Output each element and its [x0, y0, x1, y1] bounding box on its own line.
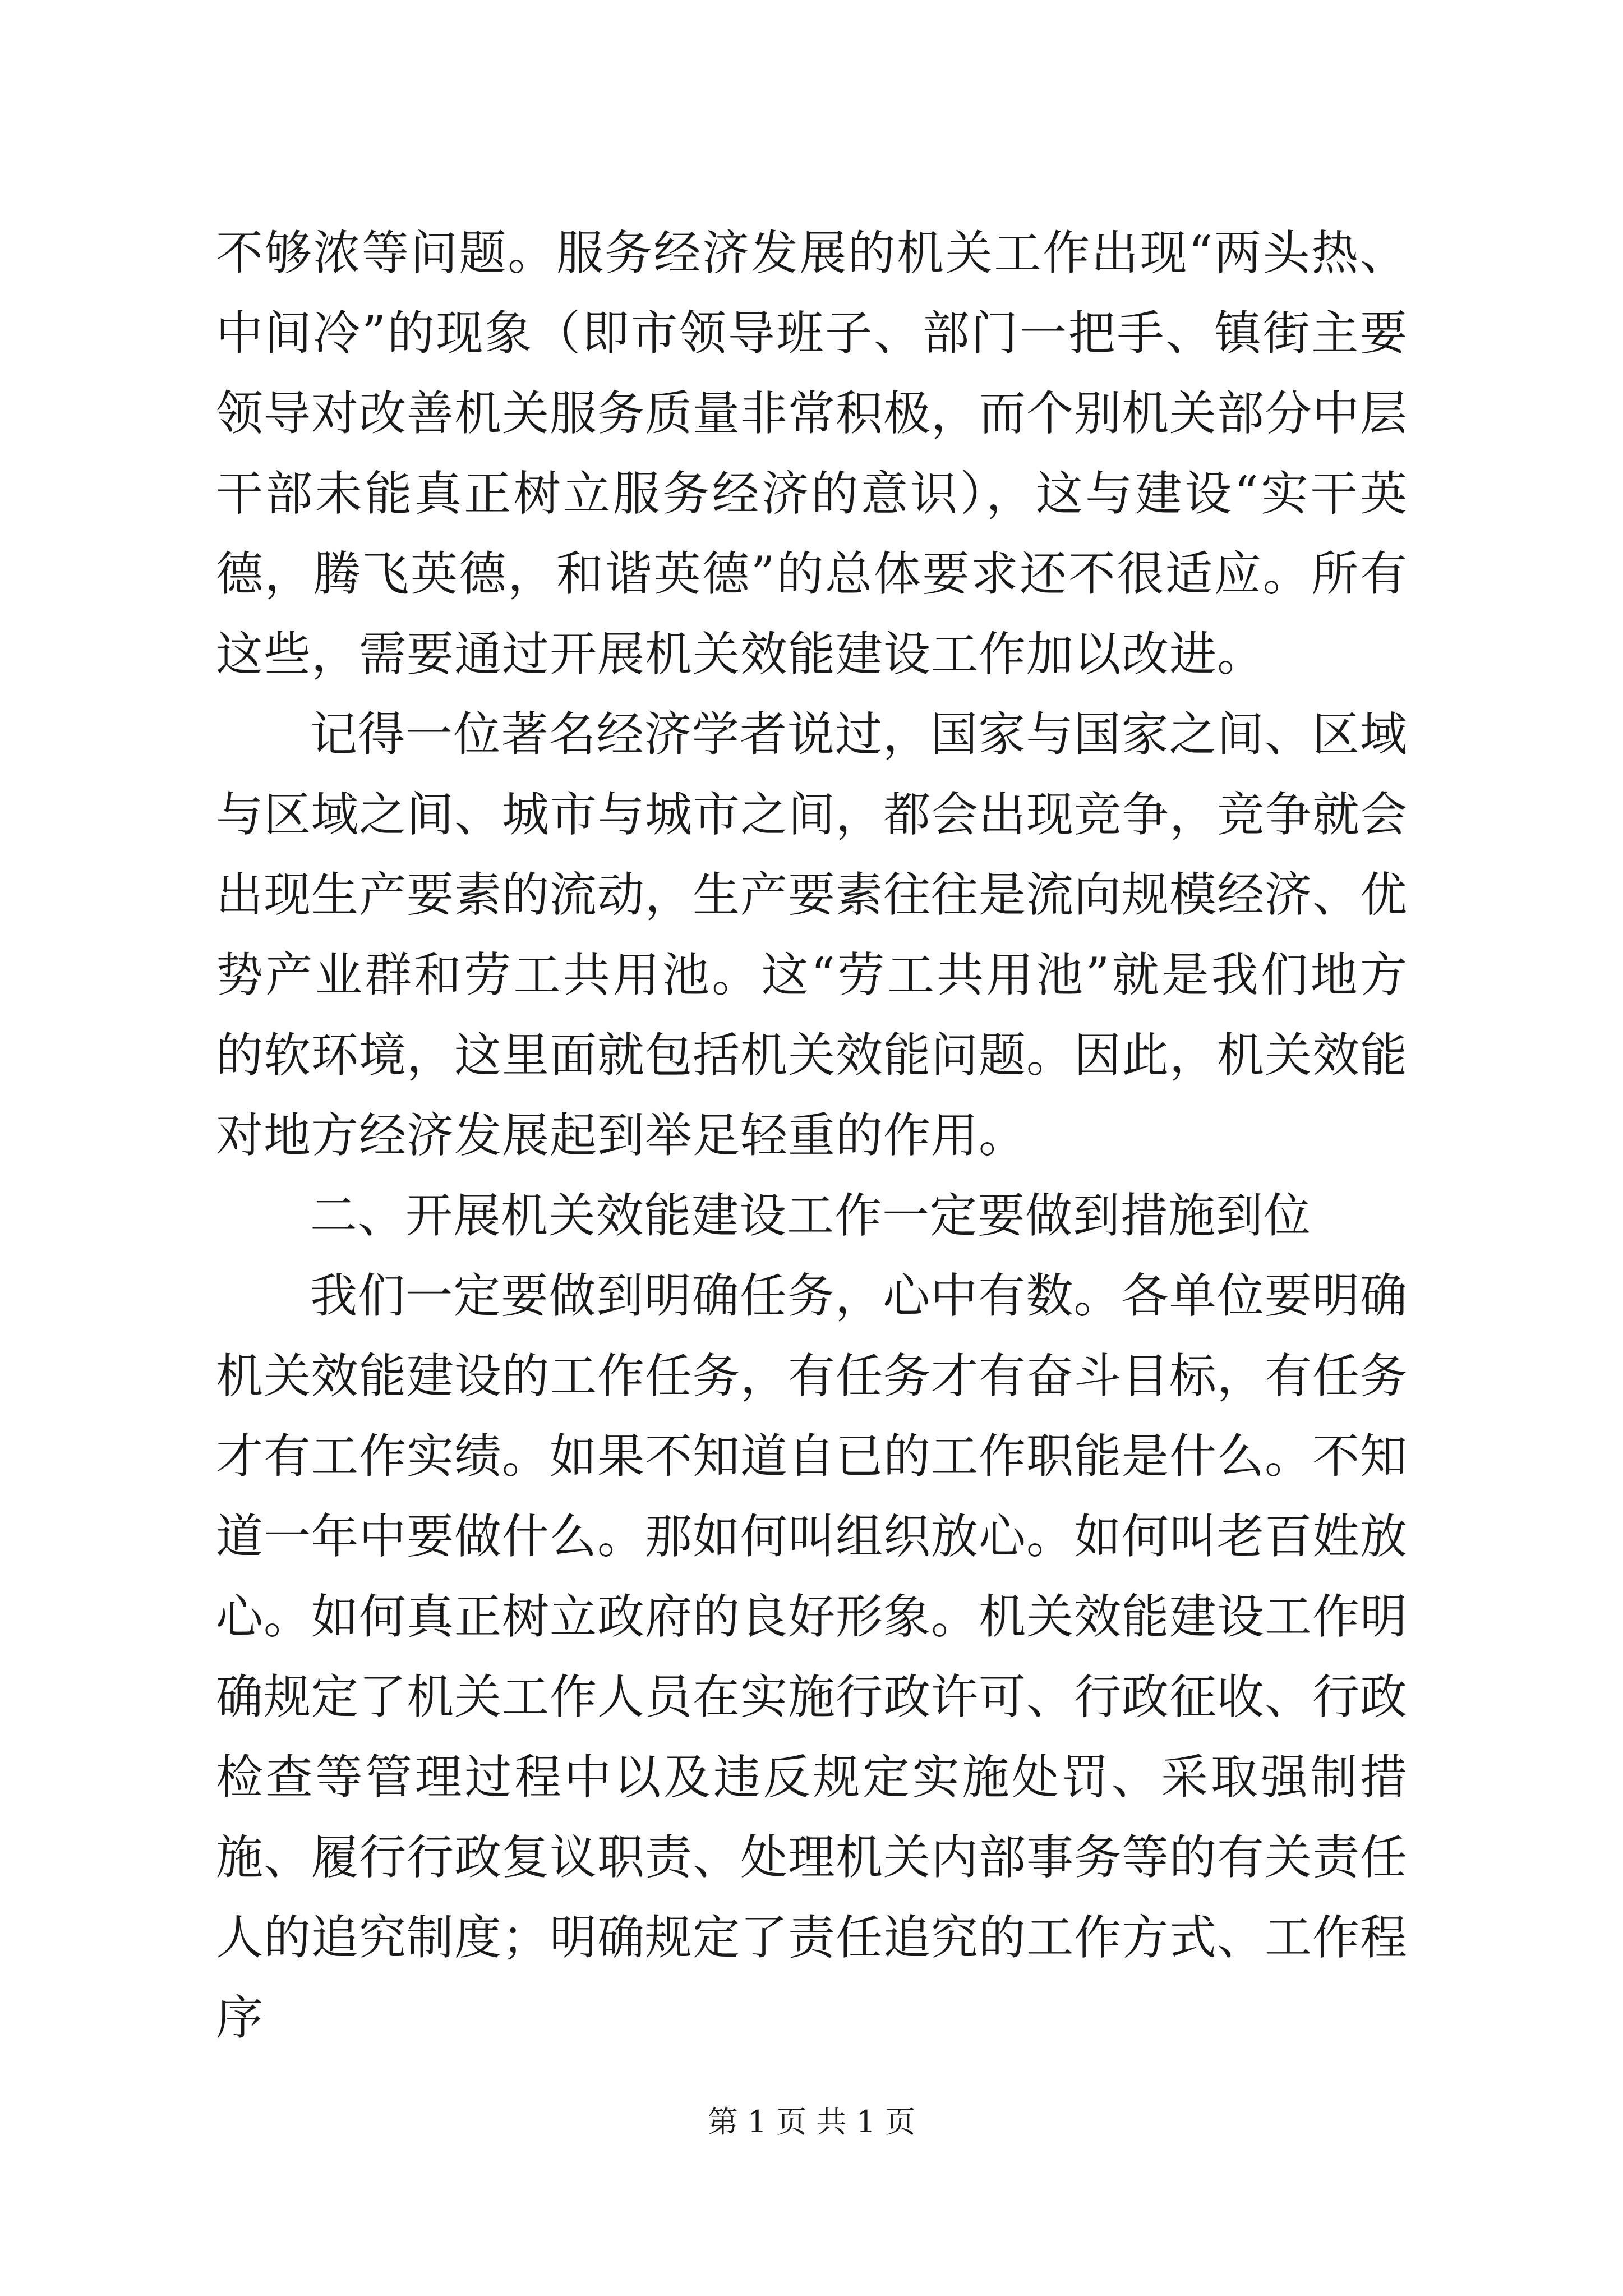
paragraph-continued: 不够浓等问题。服务经济发展的机关工作出现“两头热、中间冷”的现象（即市领导班子、部门一把手、镇街主要领导对改善机关服务质量非常积极，而个别机关部分中层干部未能真正树立服务经济的意识），这与建设“实干英德，腾飞英德，和谐英德”的总体要求还不很适应。所有这些，需要通过开展机关效能建设工作加以改进。: [216, 226, 1408, 682]
paragraph-tasks: 我们一定要做到明确任务，心中有数。各单位要明确机关效能建设的工作任务，有任务才有奋斗目标，有任务才有工作实绩。如果不知道自已的工作职能是什么。不知道一年中要做什么。那如何叫组织放心。如何叫老百姓放心。如何真正树立政府的良好形象。机关效能建设工作明确规定了机关工作人员在实施行政许可、行政征收、行政检查等管理过程中以及违反规定实施处罚、采取强制措施、履行行政复议职责、处理机关内部事务等的有关责任人的追究制度；明确规定了责任追究的工作方式、工作程序: [216, 1268, 1408, 2045]
page-footer: 第 1 页 共 1 页: [707, 2104, 916, 2139]
paragraph-economist-quote: 记得一位著名经济学者说过，国家与国家之间、区域与区域之间、城市与城市之间，都会出现竞争，竞争就会出现生产要素的流动，生产要素往往是流向规模经济、优势产业群和劳工共用池。这“劳工共用池”就是我们地方的软环境，这里面就包括机关效能问题。因此，机关效能对地方经济发展起到举足轻重的作用。: [216, 707, 1408, 1163]
section-heading: 二、开展机关效能建设工作一定要做到措施到位: [310, 1188, 1312, 1243]
body-text: [216, 213, 1408, 2058]
